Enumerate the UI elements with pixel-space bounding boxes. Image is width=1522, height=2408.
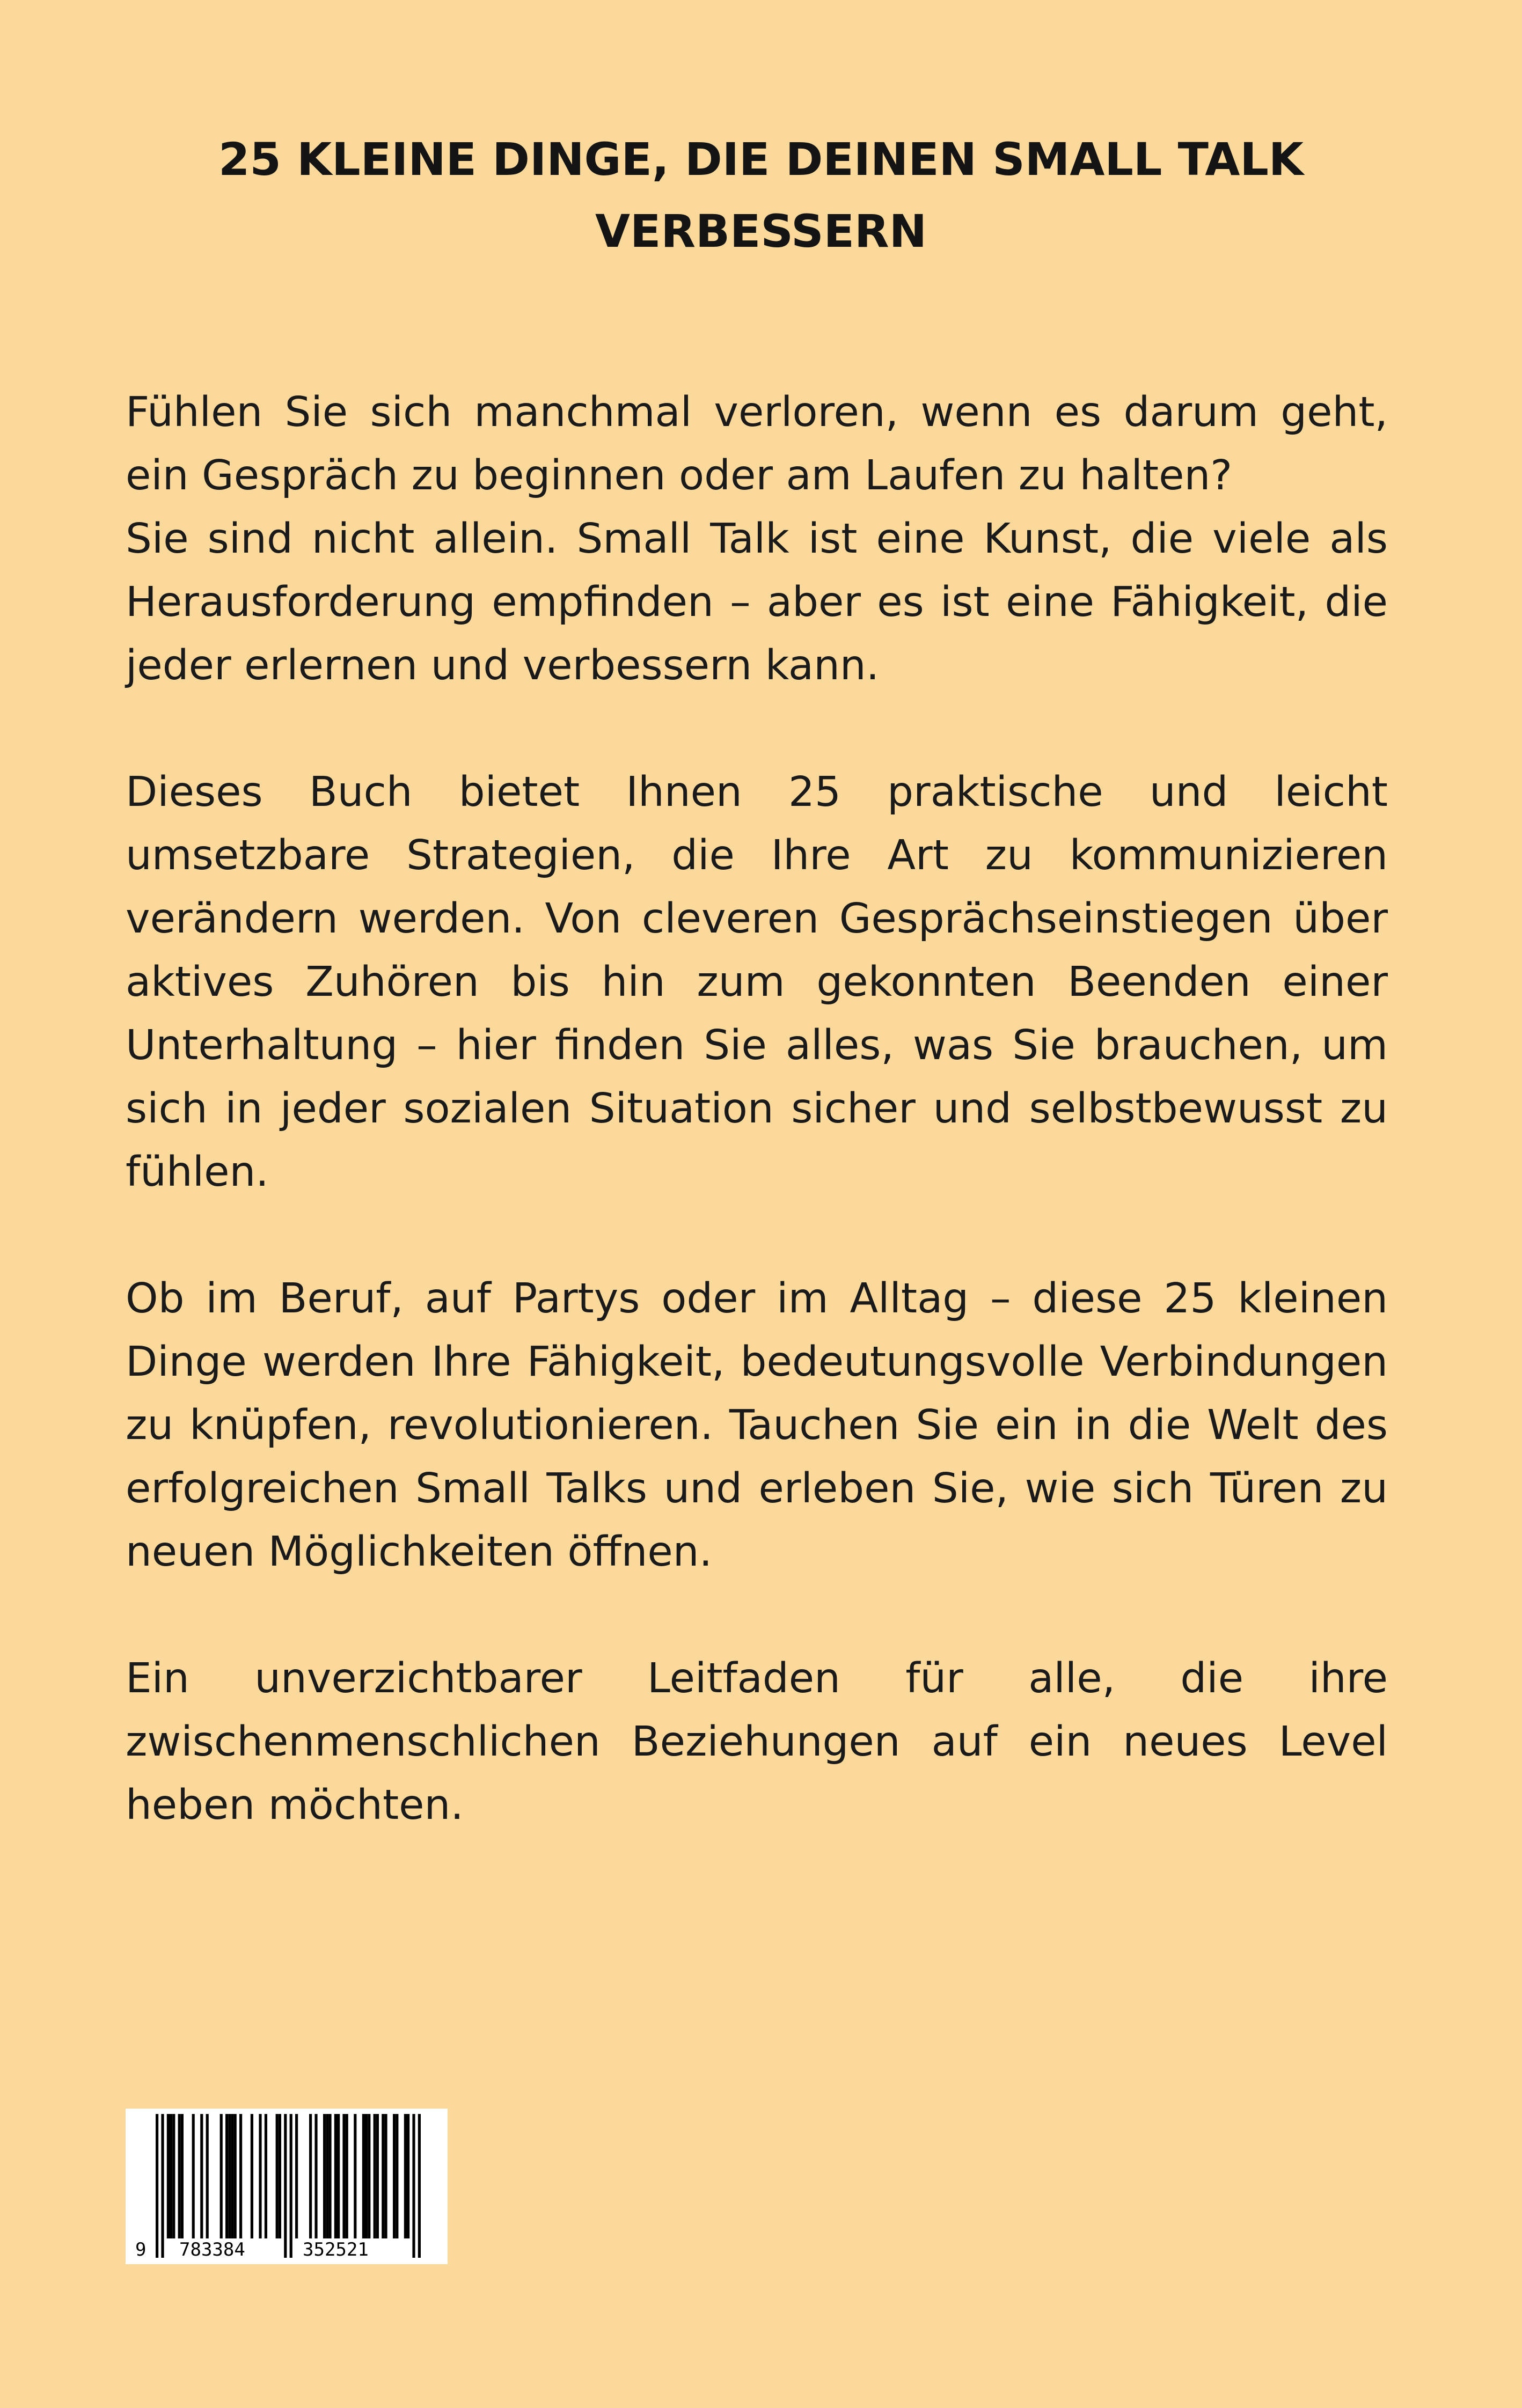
barcode-bar [376,2114,379,2238]
barcode-bar [295,2114,298,2238]
barcode-bar [279,2114,281,2238]
barcode-bar [314,2114,317,2238]
barcode-bar [200,2114,203,2238]
barcode-bar [234,2114,237,2238]
barcode-bar [393,2114,396,2238]
barcode-bar [172,2114,175,2238]
barcode-bar [354,2114,356,2238]
blurb-sentence: Sie sind nicht allein. Small Talk ist eine Kunst, die viele als Herausforderung empfinden – aber es ist eine Fähigkeit, die jeder erlernen und verbessern kann. [126,515,1388,689]
barcode-bar [412,2114,415,2258]
title-line-1: 25 KLEINE DINGE, DIE DEINEN SMALL TALK [218,133,1304,186]
barcode-bar [368,2114,370,2238]
blurb-sentence: Dieses Buch bietet Ihnen 25 praktische und leicht umsetzbare Strategien, die Ihre Art zu kommunizieren verändern werden. Von cleveren Gesprächseinstiegen über aktives Zuhören bis hin zum gekonnten Beenden einer Unterhaltung – hier finden Sie alles, was Sie brauchen, um sich in jeder sozialen Situation sicher und selbstbewusst zu fühlen. [126,768,1388,1196]
barcode-bar [276,2114,279,2238]
barcode-bar [167,2114,170,2238]
title-line-2: VERBESSERN [595,205,927,258]
barcode-bar [220,2114,223,2238]
barcode-bar [265,2114,267,2238]
barcode-bar [342,2114,345,2238]
barcode-bar [404,2114,407,2238]
blurb [126,381,1388,1900]
blurb-paragraph-4 [126,1647,1388,1837]
book-title [0,123,1522,267]
blurb-paragraph-2 [126,761,1388,1204]
barcode-bar [382,2114,384,2238]
blurb-sentence: Fühlen Sie sich manchmal verloren, wenn es darum geht, ein Gespräch zu beginnen oder am Laufen zu halten? [126,388,1388,500]
barcode-bar [328,2114,331,2238]
barcode-bar [192,2114,195,2238]
barcode-bar [228,2114,231,2238]
blurb-sentence: Ob im Beruf, auf Partys oder im Alltag – diese 25 kleinen Dinge werden Ihre Fähigkeit, bedeutungsvolle Verbindungen zu knüpfen, revolutionieren. Tauchen Sie ein in die Welt des erfolgreichen Small Talks und erleben Sie, wie sich Türen zu neuen Möglichkeiten öffnen. [126,1275,1388,1576]
barcode-bar [384,2114,387,2238]
barcode-bar [170,2114,172,2238]
isbn-barcode [126,2109,448,2264]
blurb-paragraph-3 [126,1267,1388,1584]
barcode-bar [334,2114,337,2238]
barcode-bar [396,2114,398,2238]
barcode-bar [206,2114,209,2238]
barcode-bar [323,2114,326,2238]
barcode-bar [161,2114,164,2258]
blurb-sentence: Ein unverzichtbarer Leitfaden für alle, die ihre zwischenmenschlichen Beziehungen auf ein neues Level heben möchten. [126,1655,1388,1829]
blurb-paragraph-1 [126,381,1388,698]
barcode-bar [337,2114,340,2238]
barcode-bar [374,2114,376,2238]
barcode-bar [418,2114,421,2258]
barcode-bar [239,2114,242,2238]
barcode-bar [365,2114,368,2238]
barcode-bar [290,2114,292,2258]
barcode-bar [178,2114,181,2238]
barcode-bar [156,2114,158,2258]
barcode-right-group: 352521 [303,2239,369,2260]
barcode-bar [326,2114,328,2238]
barcode-bar [362,2114,365,2238]
barcode-left-group: 783384 [179,2239,245,2260]
barcode-bar [407,2114,409,2238]
barcode-bar [181,2114,184,2238]
barcode-bar [259,2114,261,2238]
barcode-bar [225,2114,228,2238]
barcode-bar [346,2114,348,2238]
barcode-bar [284,2114,287,2258]
barcode-first-digit: 9 [135,2239,147,2260]
barcode-bars [126,2109,448,2264]
barcode-bar [251,2114,253,2238]
barcode-bar [309,2114,312,2238]
barcode-bar [231,2114,233,2238]
